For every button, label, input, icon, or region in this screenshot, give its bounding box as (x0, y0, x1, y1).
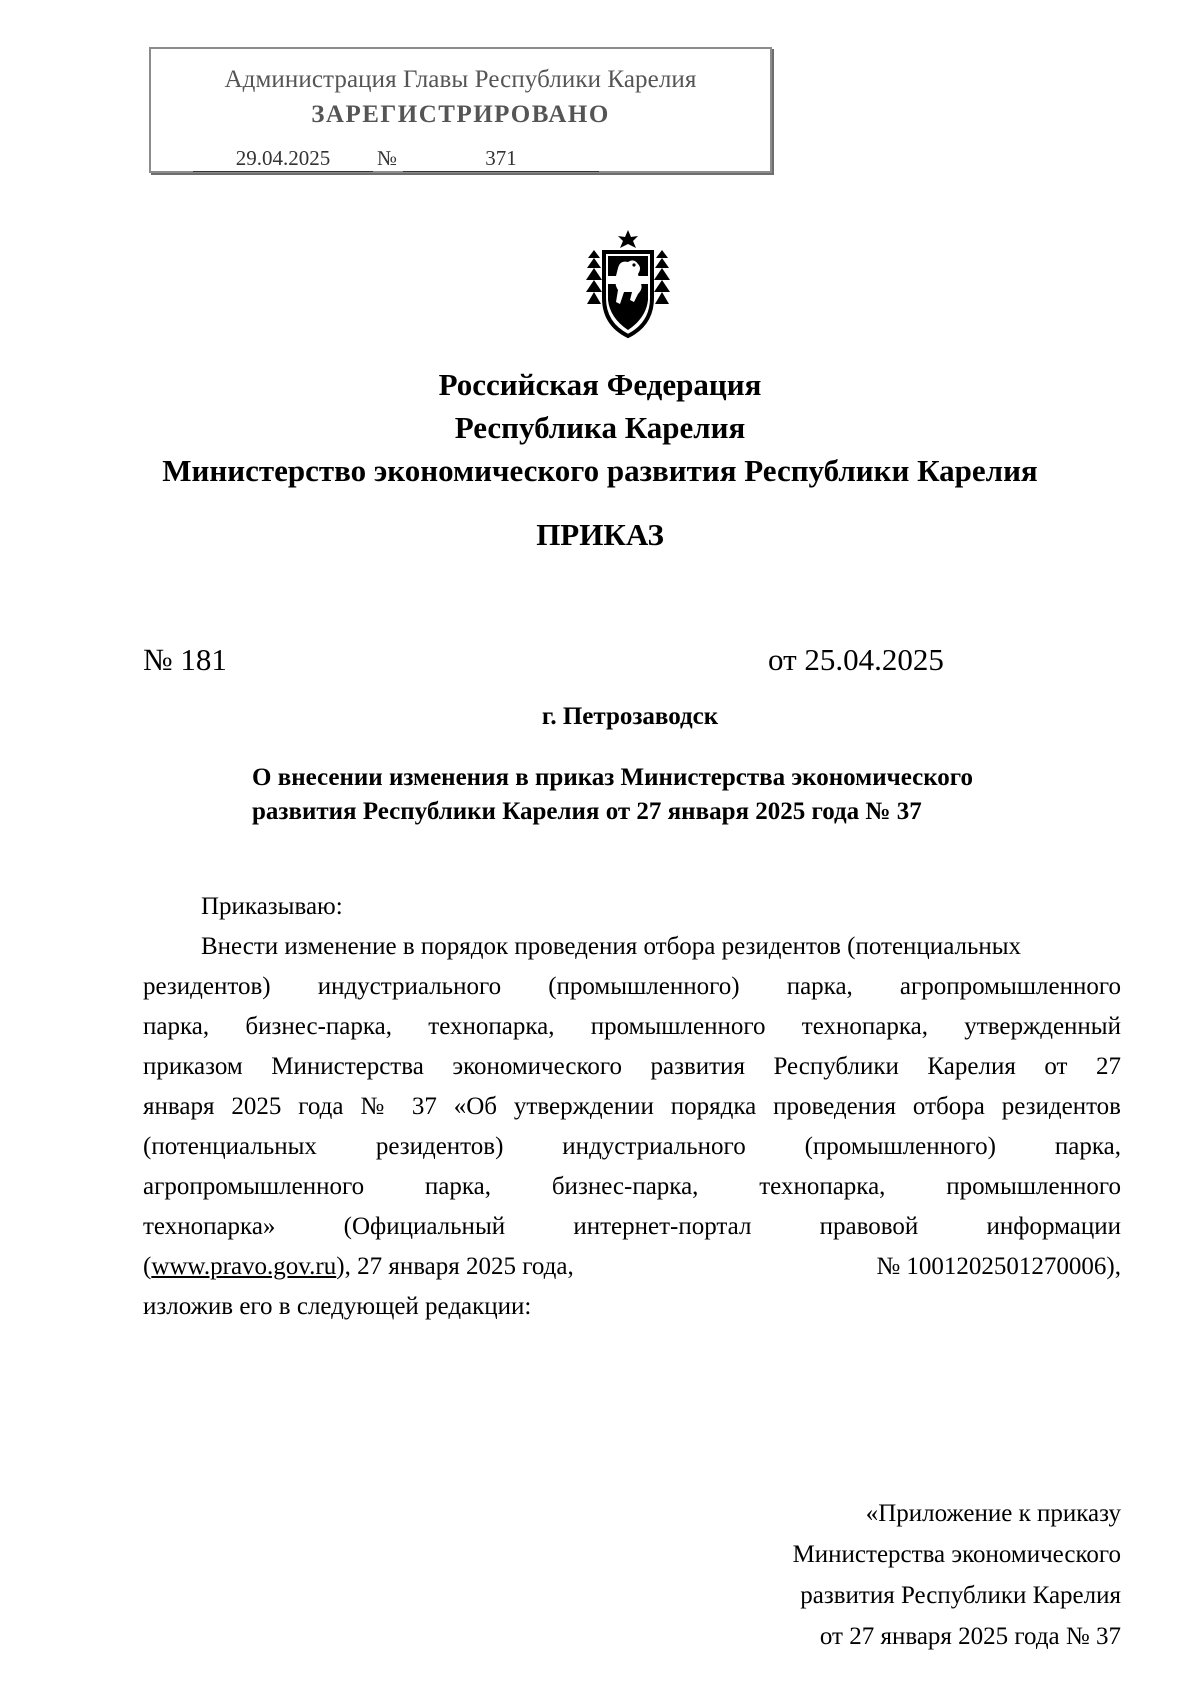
header-republic: Республика Карелия (454, 410, 746, 445)
body-line: (потенциальных резидентов) индустриального (промышленного) парка, (143, 1133, 1121, 1160)
order-word: Приказываю: (201, 893, 343, 920)
appendix-line: развития Республики Карелия (800, 1582, 1121, 1609)
karelia-coat-of-arms-icon (580, 228, 676, 340)
appendix-heading (793, 1493, 1121, 1657)
document-subject (252, 761, 1112, 829)
stamp-number: 371 (403, 145, 599, 172)
body-line: резидентов) индустриального (промышленного) парка, агропромышленного (143, 973, 1121, 1000)
appendix-line: от 27 января 2025 года № 37 (819, 1623, 1121, 1650)
stamp-date: 29.04.2025 (193, 145, 373, 172)
document-type: ПРИКАЗ (536, 517, 664, 552)
body-paragraph (143, 927, 1121, 1327)
stamp-number-sign: № (377, 146, 398, 170)
document-date: от 25.04.2025 (768, 642, 944, 677)
source-open-paren: ( (143, 1253, 152, 1280)
pravo-gov-link[interactable]: www.pravo.gov.ru (151, 1253, 337, 1280)
appendix-line: «Приложение к приказу (865, 1500, 1121, 1527)
body-line: технопарка» (Официальный интернет-портал правовой информации (143, 1213, 1121, 1240)
registration-stamp (149, 47, 772, 173)
source-publication-number: № 1001202501270006), (876, 1253, 1121, 1280)
header-ministry: Министерство экономического развития Республики Карелия (162, 453, 1038, 488)
subject-line: О внесении изменения в приказ Министерства экономического (252, 764, 974, 791)
body-line-source (143, 1247, 1121, 1287)
appendix-line: Министерства экономического (792, 1541, 1121, 1568)
source-date: ), 27 января 2025 года, (336, 1253, 574, 1280)
document-city: г. Петрозаводск (541, 703, 719, 730)
body-line: изложив его в следующей редакции: (143, 1293, 532, 1320)
body-line: парка, бизнес-парка, технопарка, промышленного технопарка, утвержденный (143, 1013, 1121, 1040)
body-line: агропромышленного парка, бизнес-парка, технопарка, промышленного (143, 1173, 1121, 1200)
stamp-status: ЗАРЕГИСТРИРОВАНО (311, 101, 610, 128)
body-line: января 2025 года № 37 «Об утверждении порядка проведения отбора резидентов (143, 1093, 1121, 1120)
header-country: Российская Федерация (438, 367, 762, 402)
subject-line: развития Республики Карелия от 27 января 2025 года № 37 (252, 798, 922, 825)
document-number: № 181 (143, 642, 227, 677)
body-line: приказом Министерства экономического развития Республики Карелия от 27 (143, 1053, 1121, 1080)
stamp-organization: Администрация Главы Республики Карелия (224, 66, 697, 93)
body-line: Внести изменение в порядок проведения отбора резидентов (потенциальных (201, 933, 1022, 960)
